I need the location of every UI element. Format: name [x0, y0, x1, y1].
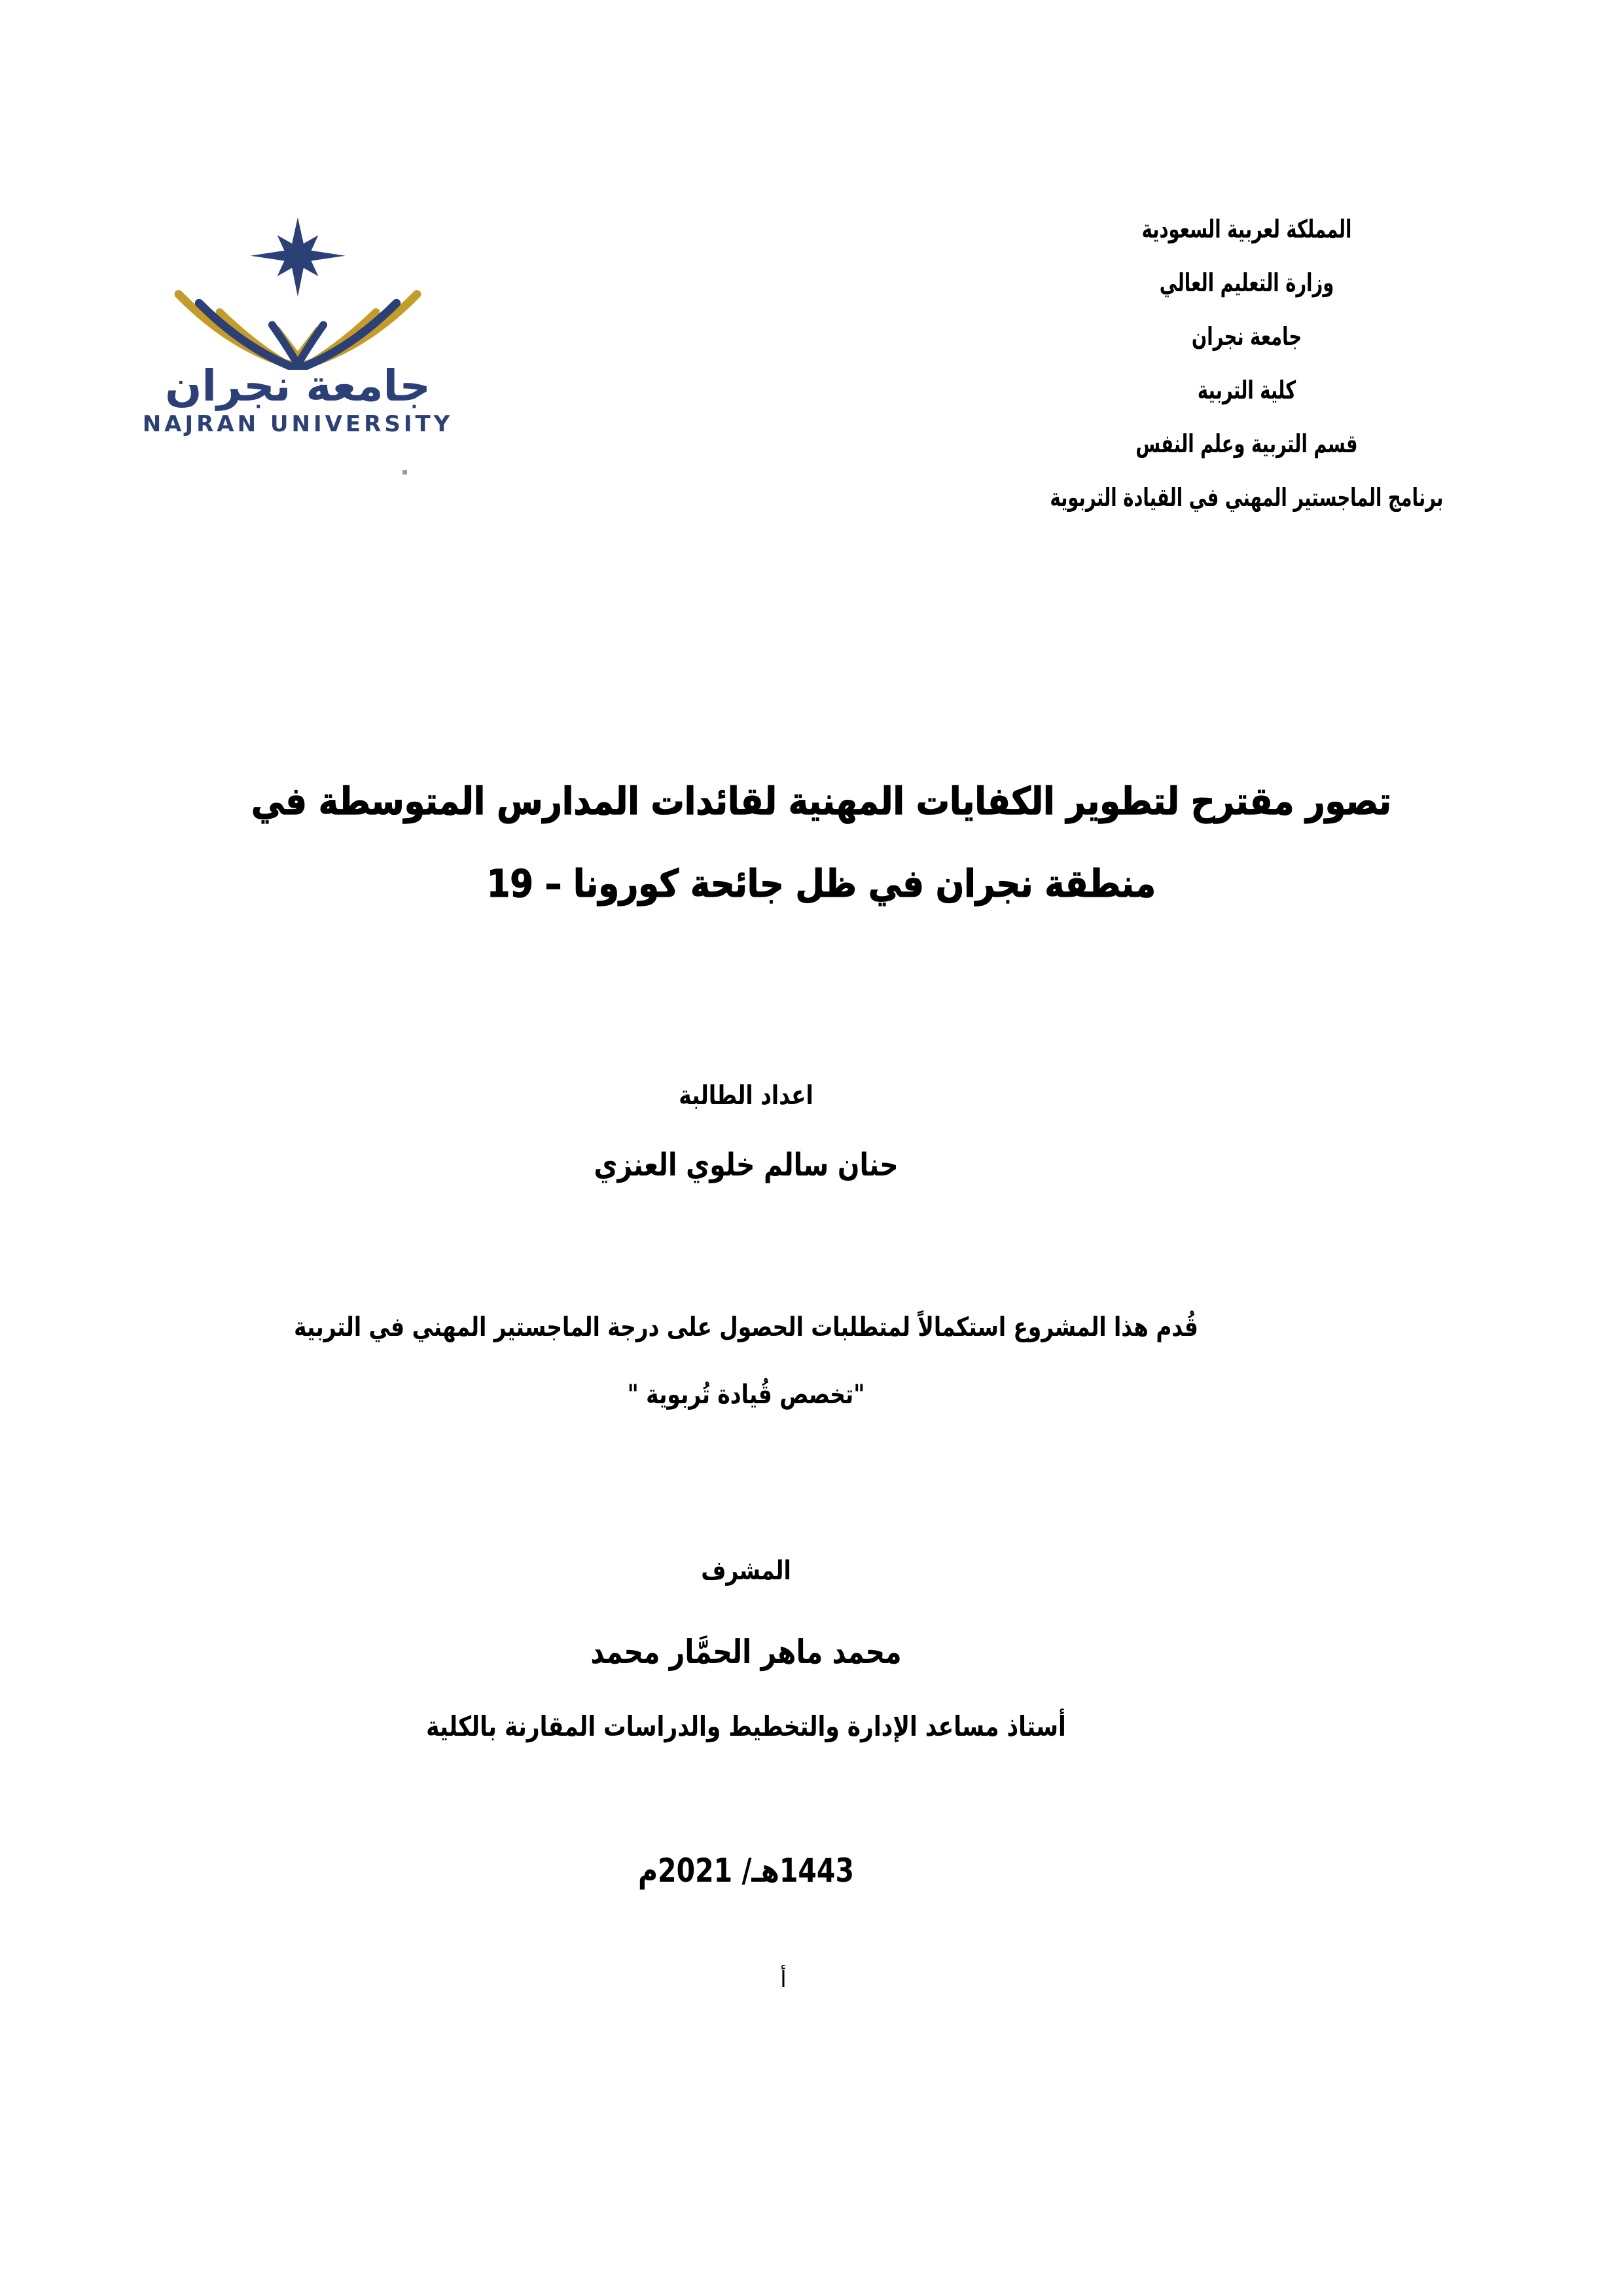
- najran-university-logo: [131, 216, 465, 438]
- header-line-country: المملكة لعربية السعودية: [1141, 215, 1352, 243]
- logo-arabic-name: جامعة نجران: [165, 361, 431, 411]
- logo-star-swoosh-icon: [167, 216, 429, 370]
- page-number-letter: أ: [780, 1967, 787, 1993]
- institution-header: [976, 202, 1518, 524]
- thesis-title-line2: منطقة نجران في ظل جائحة كورونا – 19: [486, 861, 1156, 906]
- thesis-title: [116, 760, 1527, 925]
- logo-english-name: NAJRAN UNIVERSITY: [142, 411, 454, 437]
- prepared-by-label: اعداد الطالبة: [679, 1081, 813, 1111]
- stray-dot-mark: [402, 470, 407, 475]
- submission-statement: قُدم هذا المشروع استكمالاً لمتطلبات الحصول على درجة الماجستير المهني في التربية: [294, 1312, 1198, 1342]
- supervisor-name: محمد ماهر الحمَّار محمد: [590, 1633, 902, 1671]
- supervisor-title: أستاذ مساعد الإدارة والتخطيط والدراسات المقارنة بالكلية: [426, 1710, 1066, 1742]
- thesis-title-line1: تصور مقترح لتطوير الكفايات المهنية لقائدات المدارس المتوسطة في: [251, 779, 1392, 823]
- header-line-program: برنامج الماجستير المهني في القيادة التربوية: [1050, 483, 1444, 512]
- header-line-ministry: وزارة التعليم العالي: [1159, 268, 1334, 297]
- star-shape: [251, 217, 346, 296]
- hijri-gregorian-date: 1443هـ/ 2021م: [638, 1852, 854, 1890]
- header-line-university: جامعة نجران: [1191, 322, 1302, 351]
- supervisor-label: المشرف: [701, 1556, 791, 1586]
- swoosh-shape: [179, 294, 417, 370]
- header-line-department: قسم التربية وعلم النفس: [1135, 429, 1358, 458]
- student-name: حنان سالم خلوي العنزي: [594, 1147, 899, 1183]
- header-line-college: كلية التربية: [1197, 376, 1296, 404]
- specialization-line: "تخصص قُيادة تُربوية ": [627, 1380, 865, 1410]
